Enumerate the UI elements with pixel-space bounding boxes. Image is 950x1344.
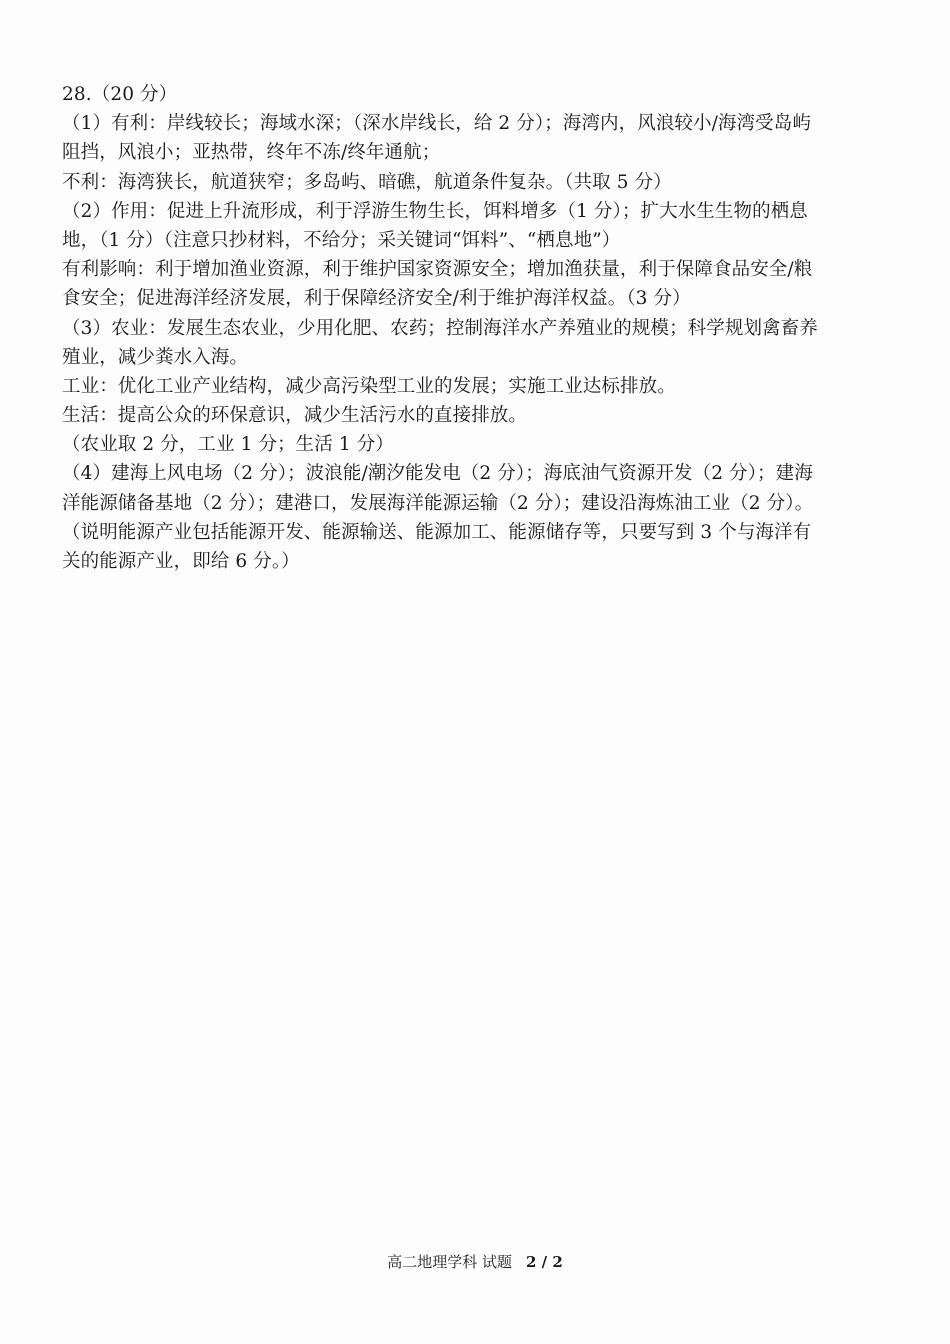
footer-title: 高二地理学科 试题 [387,1253,512,1271]
answer-line: （1）有利：岸线较长；海域水深；（深水岸线长，给 2 分）；海湾内，风浪较小/海湾受岛屿 [62,113,811,135]
answer-line: （3）农业：发展生态农业，少用化肥、农药；控制海洋水产养殖业的规模；科学规划禽畜养 [62,317,818,339]
answer-line: 洋能源储备基地（2 分）；建港口，发展海洋能源运输（2 分）；建设沿海炼油工业（2 分）。 [62,492,814,514]
answer-line: 关的能源产业，即给 6 分。） [62,551,300,572]
answer-line: 殖业，减少粪水入海。 [62,346,249,368]
answer-line: 生活：提高公众的环保意识，减少生活污水的直接排放。 [62,405,528,427]
page-number: 2 / 2 [525,1253,563,1271]
answer-line: 食安全；促进海洋经济发展，利于保障经济安全/利于维护海洋权益。（3 分） [62,288,691,310]
answer-line: （2）作用：促进上升流形成，利于浮游生物生长，饵料增多（1 分）；扩大水生生物的栖息 [62,200,808,222]
answer-line: （4）建海上风电场（2 分）；波浪能/潮汐能发电（2 分）；海底油气资源开发（2 分）；建海 [62,463,813,485]
answer-line: 工业：优化工业产业结构，减少高污染型工业的发展；实施工业达标排放。 [62,375,676,397]
answer-line: 不利：海湾狭长，航道狭窄；多岛屿、暗礁，航道条件复杂。（共取 5 分） [62,171,672,193]
question-header: 28.（20 分） [62,84,178,105]
answer-content [62,80,892,576]
answer-line: 有利影响：利于增加渔业资源，利于维护国家资源安全；增加渔获量，利于保障食品安全/粮 [62,259,813,281]
answer-line: 地，（1 分）（注意只抄材料，不给分；采关键词“饵料”、“栖息地”） [62,229,621,251]
page-footer [0,1252,950,1272]
answer-line: （农业取 2 分，工业 1 分；生活 1 分） [62,434,394,456]
answer-line: 阻挡，风浪小；亚热带，终年不冻/终年通航； [62,142,441,164]
answer-line: （说明能源产业包括能源开发、能源输送、能源加工、能源储存等，只要写到 3 个与海洋有 [62,521,812,543]
